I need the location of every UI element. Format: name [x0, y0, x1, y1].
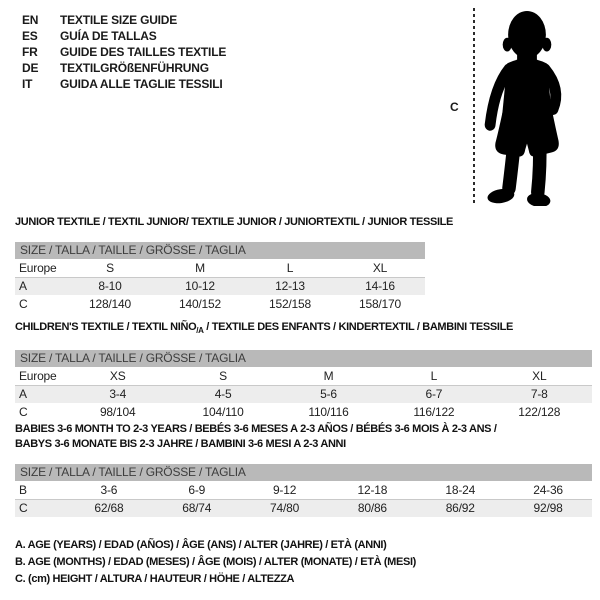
size-table-section: [15, 320, 592, 421]
language-code: DE: [22, 61, 39, 75]
value-cell: 3-6: [65, 481, 153, 499]
language-row: [22, 12, 226, 28]
table-title: [15, 320, 592, 338]
value-cell: 110/116: [308, 405, 349, 420]
table-title-part: BABYS 3-6 MONATE BIS 2-3 JAHRE / BAMBINI 3-6 MESI A 2-3 ANNI: [15, 438, 346, 450]
value-cell: 18-24: [416, 481, 504, 499]
value-cell: M: [155, 259, 245, 277]
value-cell: 14-16: [365, 279, 395, 294]
table-row: [15, 385, 592, 403]
size-header-bar: SIZE / TALLA / TAILLE / GRÖSSE / TAGLIA: [15, 464, 592, 481]
row-label-cell: C: [19, 297, 28, 311]
language-row: [22, 60, 226, 76]
size-table-section: [15, 422, 592, 517]
language-title: GUÍA DE TALLAS: [60, 29, 157, 43]
row-label-cell: Europe: [15, 259, 65, 277]
row-label-cell: Europe: [15, 367, 65, 385]
baby-silhouette-icon: [482, 8, 572, 206]
language-code: ES: [22, 29, 38, 43]
footnote-line: B. AGE (MONTHS) / EDAD (MESES) / ÂGE (MOIS) / ALTER (MONATE) / ETÀ (MESI): [15, 556, 416, 568]
row-label-cell: B: [15, 481, 65, 499]
value-cell: 12-13: [275, 279, 305, 294]
footnote-line: A. AGE (YEARS) / EDAD (AÑOS) / ÂGE (ANS) / ALTER (JAHRE) / ETÀ (ANNI): [15, 539, 387, 551]
height-measure-label: C: [450, 100, 459, 114]
table-title-part: CHILDREN'S TEXTILE / TEXTIL NIÑO: [15, 321, 197, 333]
value-cell: 74/80: [270, 501, 300, 516]
row-label-cell: C: [19, 405, 28, 420]
value-cell: 3-4: [109, 387, 127, 402]
value-cell: 6-9: [153, 481, 241, 499]
table-title-part: JUNIOR TEXTILE / TEXTIL JUNIOR/ TEXTILE JUNIOR / JUNIORTEXTIL / JUNIOR TESSILE: [15, 216, 454, 228]
language-title: TEXTILGRÖßENFÜHRUNG: [60, 61, 209, 75]
height-measure-dotted-line: [473, 8, 475, 206]
table-title-part: /A: [196, 326, 204, 336]
size-header-bar: SIZE / TALLA / TAILLE / GRÖSSE / TAGLIA: [15, 350, 592, 367]
language-row: [22, 28, 226, 44]
table-title-part: / TEXTILE DES ENFANTS / KINDERTEXTIL / BAMBINI TESSILE: [203, 321, 513, 333]
table-title-part: BABIES 3-6 MONTH TO 2-3 YEARS / BEBÉS 3-6 MESES A 2-3 AÑOS / BÉBÉS 3-6 MOIS À 2-3 ANS /: [15, 423, 497, 435]
value-cell: S: [65, 259, 155, 277]
value-cell: XS: [65, 367, 170, 385]
table-row: [15, 403, 592, 421]
value-cell: L: [245, 259, 335, 277]
value-cell: 116/122: [413, 405, 455, 420]
value-cell: 122/128: [518, 405, 561, 420]
language-code: FR: [22, 45, 38, 59]
language-row: [22, 44, 226, 60]
value-cell: 86/92: [445, 501, 475, 516]
value-cell: 6-7: [425, 387, 443, 402]
value-cell: 152/158: [269, 297, 311, 311]
value-cell: XL: [487, 367, 592, 385]
size-table-section: [15, 215, 454, 313]
value-cell: 68/74: [182, 501, 212, 516]
value-cell: 98/104: [99, 405, 136, 420]
language-title: GUIDE DES TAILLES TEXTILE: [60, 45, 227, 59]
row-label-cell: A: [19, 279, 27, 294]
value-cell: 5-6: [320, 387, 337, 402]
language-title: TEXTILE SIZE GUIDE: [60, 13, 178, 27]
language-title: GUIDA ALLE TAGLIE TESSILI: [60, 77, 223, 91]
size-table: [15, 367, 592, 421]
table-title: [15, 422, 592, 437]
row-label-cell: A: [19, 387, 27, 402]
value-cell: 158/170: [359, 297, 401, 311]
footnotes: [15, 537, 416, 588]
table-row: [15, 367, 592, 385]
size-table: [15, 259, 425, 313]
value-cell: 24-36: [504, 481, 592, 499]
value-cell: 62/68: [94, 501, 124, 516]
language-row: [22, 76, 226, 92]
value-cell: 7-8: [530, 387, 548, 402]
value-cell: 140/152: [179, 297, 221, 311]
baby-figure: [440, 0, 600, 215]
size-table: [15, 481, 592, 517]
value-cell: L: [381, 367, 486, 385]
table-row: [15, 499, 592, 517]
footnote-line: C. (cm) HEIGHT / ALTURA / HAUTEUR / HÖHE / ALTEZZA: [15, 573, 295, 585]
table-title: [15, 437, 592, 452]
value-cell: 10-12: [185, 279, 215, 294]
size-table-body: [15, 481, 592, 517]
table-row: [15, 277, 425, 295]
value-cell: 92/98: [533, 501, 563, 516]
row-label-cell: C: [19, 501, 28, 516]
table-row: [15, 481, 592, 499]
value-cell: 9-12: [241, 481, 329, 499]
value-cell: 4-5: [214, 387, 232, 402]
language-code: IT: [22, 77, 33, 91]
size-table-body: [15, 259, 425, 313]
language-code: EN: [22, 13, 39, 27]
language-list: [22, 12, 226, 92]
value-cell: 104/110: [202, 405, 244, 420]
language-header: [22, 12, 226, 92]
value-cell: M: [276, 367, 381, 385]
table-row: [15, 259, 425, 277]
value-cell: 8-10: [98, 279, 122, 294]
table-title: [15, 215, 454, 230]
value-cell: XL: [335, 259, 425, 277]
value-cell: 80/86: [357, 501, 387, 516]
value-cell: S: [170, 367, 275, 385]
size-table-body: [15, 367, 592, 421]
value-cell: 128/140: [89, 297, 131, 311]
value-cell: 12-18: [328, 481, 416, 499]
size-header-bar: SIZE / TALLA / TAILLE / GRÖSSE / TAGLIA: [15, 242, 425, 259]
table-row: [15, 295, 425, 313]
